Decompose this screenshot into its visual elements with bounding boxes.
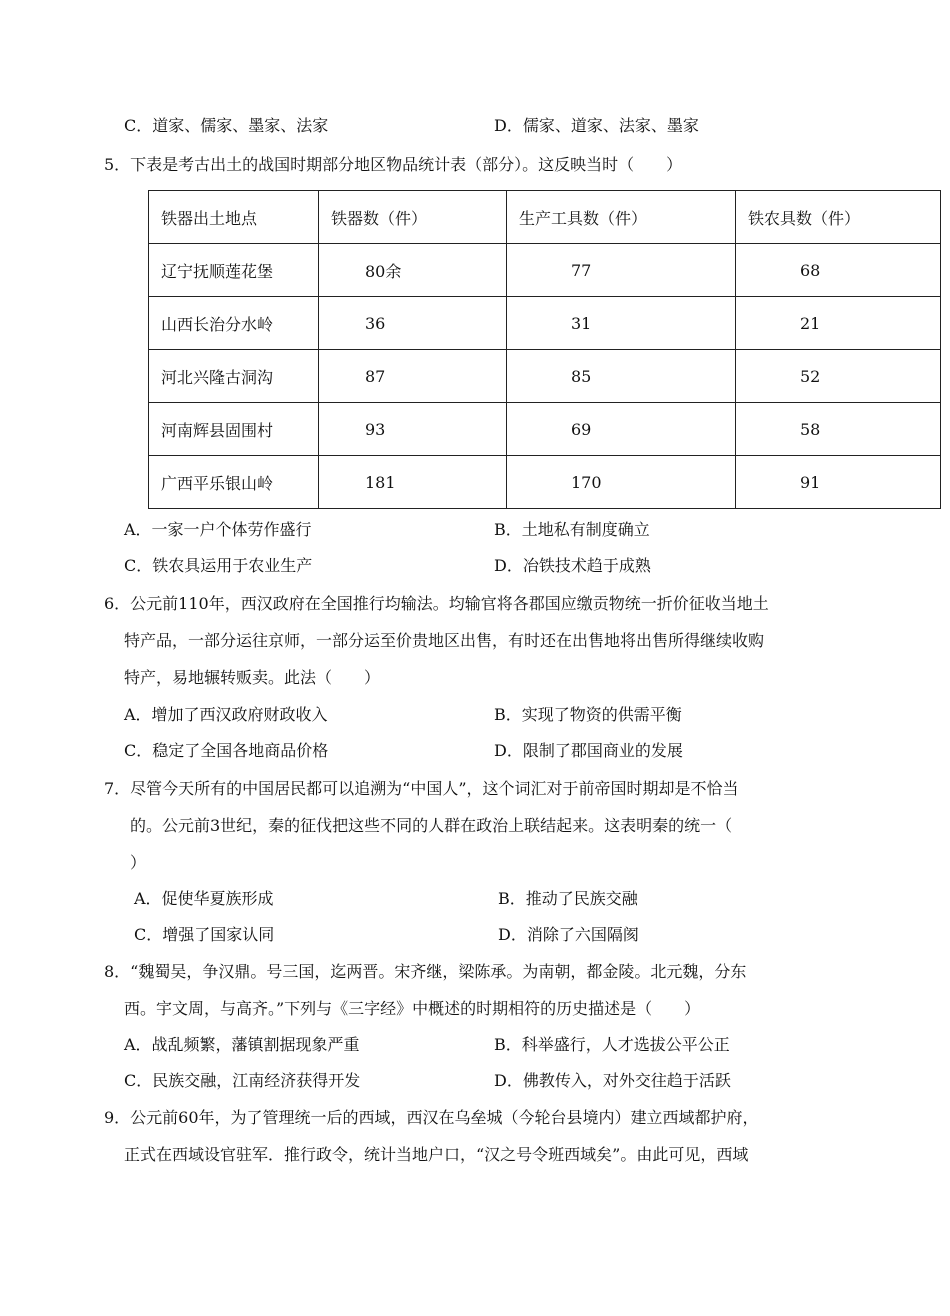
q6-stem-line: 6．公元前110年，西汉政府在全国推行均输法。均输官将各郡国应缴贡物统一折价征收当地土: [104, 594, 769, 613]
table-row: [149, 350, 941, 403]
q6-option-d: D．限制了郡国商业的发展: [494, 741, 683, 760]
table-cell: 52: [736, 350, 941, 403]
table-cell: 170: [507, 456, 736, 509]
q7-option-c: C．增强了国家认同: [134, 925, 275, 944]
table-cell: 21: [736, 297, 941, 350]
table-cell: 31: [507, 297, 736, 350]
q5-option-a: A．一家一户个体劳作盛行: [124, 520, 312, 539]
q8-stem-line: 8．“魏蜀吴，争汉鼎。号三国，迄两晋。宋齐继，梁陈承。为南朝，都金陵。北元魏，分东: [104, 962, 747, 981]
q7-option-b: B．推动了民族交融: [498, 889, 638, 908]
table-cell: 36: [319, 297, 507, 350]
table-cell: 广西平乐银山岭: [149, 456, 319, 509]
q6-option-a: A．增加了西汉政府财政收入: [124, 705, 328, 724]
q6-stem-line: 特产，易地辗转贩卖。此法（ ）: [124, 668, 381, 687]
q5-option-d: D．冶铁技术趋于成熟: [494, 556, 651, 575]
q9-stem-line: 9．公元前60年，为了管理统一后的西域，西汉在乌垒城（今轮台县境内）建立西域都护府，: [104, 1108, 759, 1127]
table-row: [149, 456, 941, 509]
q5-statistics-table: [148, 190, 941, 509]
table-row: [149, 297, 941, 350]
table-header-cell: 生产工具数（件）: [507, 191, 736, 244]
table-row: [149, 403, 941, 456]
q8-option-b: B．科举盛行，人才选拔公平公正: [494, 1035, 730, 1054]
q5-option-b: B．土地私有制度确立: [494, 520, 650, 539]
table-cell: 69: [507, 403, 736, 456]
q7-stem-line: ）: [130, 853, 147, 872]
q5-option-c: C．铁农具运用于农业生产: [124, 556, 313, 575]
q7-stem-line: 的。公元前3世纪，秦的征伐把这些不同的人群在政治上联结起来。这表明秦的统一（: [130, 816, 733, 835]
q8-option-c: C．民族交融，江南经济获得开发: [124, 1071, 361, 1090]
q8-option-d: D．佛教传入，对外交往趋于活跃: [494, 1071, 731, 1090]
table-cell: 河北兴隆古洞沟: [149, 350, 319, 403]
q4-option-d: D．儒家、道家、法家、墨家: [494, 116, 699, 135]
q6-option-b: B．实现了物资的供需平衡: [494, 705, 682, 724]
q5-stem: 5．下表是考古出土的战国时期部分地区物品统计表（部分）。这反映当时（ ）: [104, 155, 683, 174]
table-cell: 80余: [319, 244, 507, 297]
table-cell: 河南辉县固围村: [149, 403, 319, 456]
table-cell: 77: [507, 244, 736, 297]
table-cell: 91: [736, 456, 941, 509]
q9-stem-line: 正式在西域设官驻军．推行政令，统计当地户口，“汉之号令班西域矣”。由此可见，西域: [124, 1145, 749, 1164]
table-row: [149, 244, 941, 297]
q7-stem-line: 7．尽管今天所有的中国居民都可以追溯为“中国人”，这个词汇对于前帝国时期却是不恰当: [104, 779, 739, 798]
table-cell: 68: [736, 244, 941, 297]
q7-option-d: D．消除了六国隔阂: [498, 925, 639, 944]
table-cell: 山西长治分水岭: [149, 297, 319, 350]
table-header-row: [149, 191, 941, 244]
table-cell: 58: [736, 403, 941, 456]
table-header-cell: 铁器数（件）: [319, 191, 507, 244]
table-cell: 87: [319, 350, 507, 403]
q7-option-a: A．促使华夏族形成: [134, 889, 274, 908]
table-header-cell: 铁器出土地点: [149, 191, 319, 244]
table-cell: 85: [507, 350, 736, 403]
table-cell: 181: [319, 456, 507, 509]
q6-option-c: C．稳定了全国各地商品价格: [124, 741, 329, 760]
table-cell: 辽宁抚顺莲花堡: [149, 244, 319, 297]
q6-stem-line: 特产品，一部分运往京师，一部分运至价贵地区出售，有时还在出售地将出售所得继续收购: [124, 631, 765, 650]
q4-option-c: C．道家、儒家、墨家、法家: [124, 116, 329, 135]
q8-stem-line: 西。宇文周，与高齐。”下列与《三字经》中概述的时期相符的历史描述是（ ）: [124, 999, 701, 1018]
q8-option-a: A．战乱频繁，藩镇割据现象严重: [124, 1035, 360, 1054]
table-header-cell: 铁农具数（件）: [736, 191, 941, 244]
table-cell: 93: [319, 403, 507, 456]
